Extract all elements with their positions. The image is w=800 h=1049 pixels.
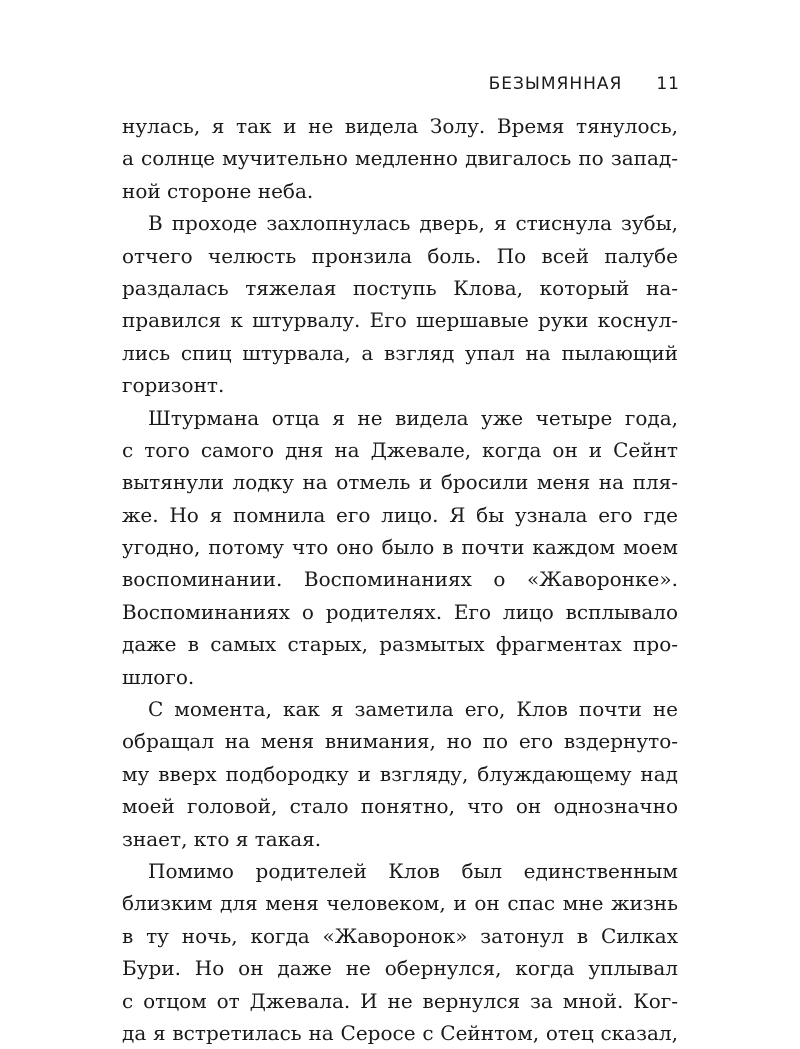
text-line: воспоминании. Воспоминаниях о «Жаворонке». xyxy=(122,567,678,592)
running-title: БЕЗЫМЯННАЯ xyxy=(488,74,623,94)
text-line: Воспоминаниях о родителях. Его лицо всплывало xyxy=(122,599,678,624)
text-line: обращал на меня внимания, но по его вздернуто- xyxy=(122,729,678,754)
text-line: с того самого дня на Джевале, когда он и Сейнт xyxy=(122,437,678,462)
text-line: правился к штурвалу. Его шершавые руки коснул- xyxy=(122,308,678,333)
text-line: знает, кто я такая. xyxy=(122,826,322,851)
text-line: угодно, потому что оно было в почти каждом моем xyxy=(122,535,678,560)
page-number: 11 xyxy=(656,74,680,94)
text-line: Штурмана отца я не видела уже четыре года, xyxy=(148,405,678,430)
text-line: ной стороне неба. xyxy=(122,178,314,203)
text-line: в ту ночь, когда «Жаворонок» затонул в Силках xyxy=(122,923,678,948)
text-line: раздалась тяжелая поступь Клова, который на- xyxy=(122,275,678,300)
text-line: шлого. xyxy=(122,664,195,689)
text-line: Бури. Но он даже не обернулся, когда уплывал xyxy=(122,956,678,981)
text-line: му вверх подбородку и взгляду, блуждающему над xyxy=(122,761,678,786)
text-line: горизонт. xyxy=(122,373,225,398)
text-line: Помимо родителей Клов был единственным xyxy=(148,858,678,883)
text-line: С момента, как я заметила его, Клов почти не xyxy=(148,697,678,722)
text-line: моей головой, стало понятно, что он однозначно xyxy=(122,794,678,819)
body-text xyxy=(122,110,678,1049)
text-line: близким для меня человеком, и он спас мне жизнь xyxy=(122,891,678,916)
text-line: отчего челюсть пронзила боль. По всей палубе xyxy=(122,243,678,268)
text-line: вытянули лодку на отмель и бросили меня на пля- xyxy=(122,470,678,495)
running-head xyxy=(489,74,680,94)
text-line: даже в самых старых, размытых фрагментах про- xyxy=(122,632,678,657)
text-line: да я встретилась на Серосе с Сейнтом, отец сказал, xyxy=(122,1020,678,1045)
text-line: а солнце мучительно медленно двигалось по запад- xyxy=(122,146,678,171)
text-line: лись спиц штурвала, а взгляд упал на пылающий xyxy=(122,340,678,365)
text-line: нулась, я так и не видела Золу. Время тянулось, xyxy=(122,114,678,138)
text-line: с отцом от Джевала. И не вернулся за мной. Ког- xyxy=(122,988,678,1013)
text-line: же. Но я помнила его лицо. Я бы узнала его где xyxy=(122,502,678,527)
text-line: В проходе захлопнулась дверь, я стиснула зубы, xyxy=(148,211,678,236)
